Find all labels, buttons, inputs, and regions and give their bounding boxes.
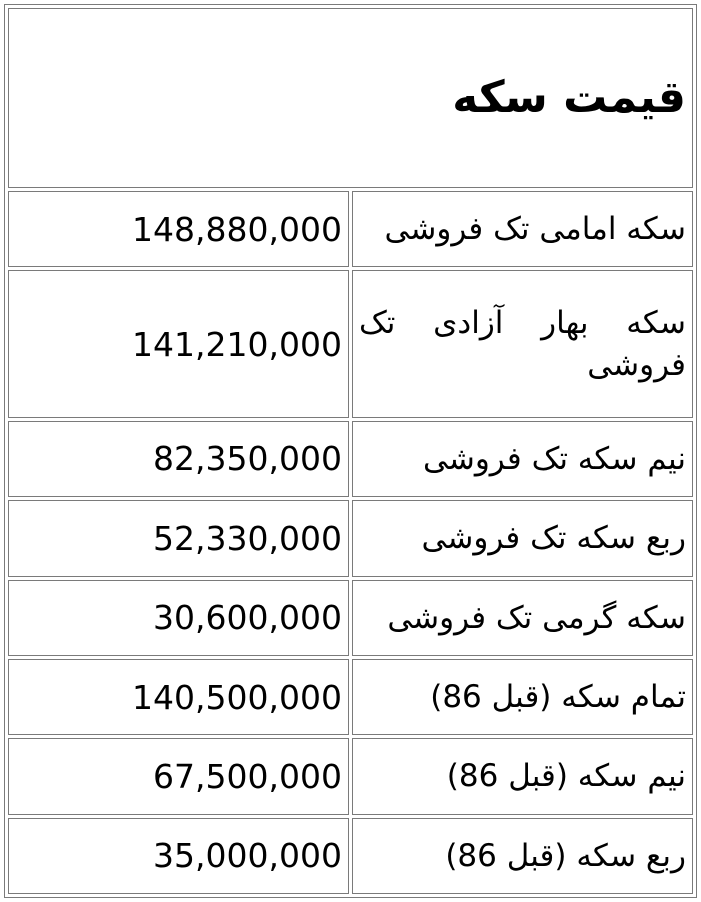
table-title: قیمت سکه <box>8 8 693 188</box>
coin-name: نیم سکه تک فروشی <box>352 421 693 497</box>
coin-name: سکه امامی تک فروشی <box>352 191 693 267</box>
coin-name: سکه بهار آزادی تک فروشی <box>352 270 693 418</box>
table-row <box>8 270 693 418</box>
title-row <box>8 8 693 188</box>
coin-name: نیم سکه (قبل 86) <box>352 738 693 814</box>
coin-price: 148,880,000 <box>8 191 349 267</box>
coin-price-table <box>4 4 697 898</box>
coin-price: 140,500,000 <box>8 659 349 735</box>
coin-name: ربع سکه تک فروشی <box>352 500 693 576</box>
table-row <box>8 421 693 497</box>
coin-price: 67,500,000 <box>8 738 349 814</box>
coin-price: 30,600,000 <box>8 580 349 656</box>
coin-name: سکه گرمی تک فروشی <box>352 580 693 656</box>
coin-price: 52,330,000 <box>8 500 349 576</box>
coin-price: 141,210,000 <box>8 270 349 418</box>
table-row <box>8 500 693 576</box>
coin-name: تمام سکه (قبل 86) <box>352 659 693 735</box>
coin-price: 82,350,000 <box>8 421 349 497</box>
table-row <box>8 580 693 656</box>
table-row <box>8 818 693 894</box>
coin-name: ربع سکه (قبل 86) <box>352 818 693 894</box>
table-row <box>8 738 693 814</box>
table-row <box>8 659 693 735</box>
coin-price: 35,000,000 <box>8 818 349 894</box>
table-row <box>8 191 693 267</box>
